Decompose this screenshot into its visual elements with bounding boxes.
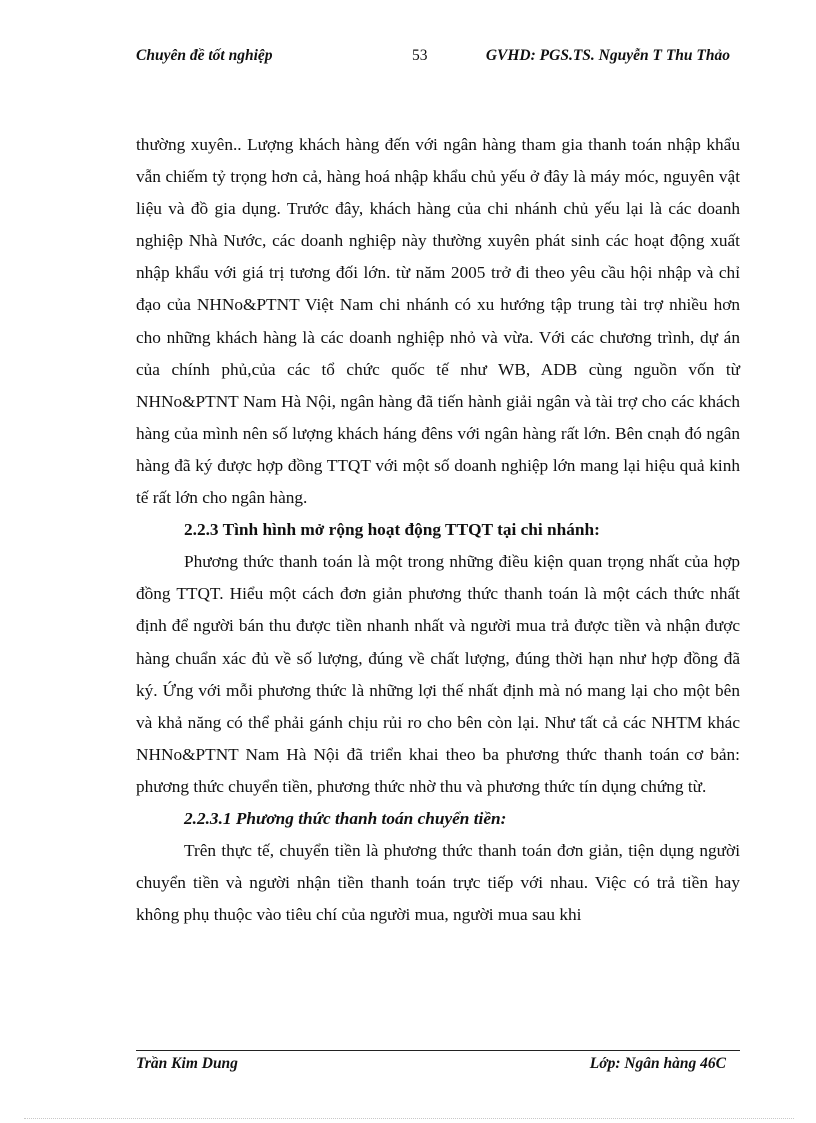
footer-divider [136,1050,740,1051]
page-header [136,47,740,71]
paragraph: thường xuyên.. Lượng khách hàng đến với ngân hàng tham gia thanh toán nhập khẩu vẫn chiếm tỷ trọng hơn cả, hàng hoá nhập khẩu chủ yếu ở đây là máy móc, nguyên vật liệu và đồ gia dụng. Trước đây, khách hàng của chi nhánh chủ yếu lại là các doanh nghiệp Nhà Nước, các doanh nghiệp này thường xuyên phát sinh các hoạt động xuất nhập khẩu với giá trị tương đối lớn. từ năm 2005 trở đi theo yêu cầu hội nhập và chỉ đạo của NHNo&PTNT Việt Nam chi nhánh có xu hướng tập trung tài trợ nhiều hơn cho những khách hàng là các doanh nghiệp nhỏ và vừa. Với các chương trình, dự án của chính phủ,của các tổ chức quốc tế như WB, ADB cùng nguồn vốn từ NHNo&PTNT Nam Hà Nội, ngân hàng đã tiến hành giải ngân và tài trợ cho các khách hàng của mình nên số lượng khách háng đêns với ngân hàng rất lớn. Bên cnạh đó ngân hàng đã ký được hợp đồng TTQT với một số doanh nghiệp lớn mang lại hiệu quả kinh tế rất lớn cho ngân hàng. [136,135,740,508]
paragraph: Trên thực tế, chuyển tiền là phương thức thanh toán đơn giản, tiện dụng người chuyển tiền và người nhận tiền thanh toán trực tiếp với nhau. Việc có trả tiền hay không phụ thuộc vào tiêu chí của người mua, người mua sau khi [136,841,740,925]
document-body [136,129,740,931]
document-title: Chuyên đề tốt nghiệp [136,47,273,64]
subsection-heading: 2.2.3.1 Phương thức thanh toán chuyển tiền: [184,808,507,828]
paragraph: Phương thức thanh toán là một trong những điều kiện quan trọng nhất của hợp đồng TTQT. Hiểu một cách đơn giản phương thức thanh toán là một cách thức nhất định để người bán thu được tiền nhanh nhất và người mua trả được tiền và nhận được hàng chuẩn xác đủ về số lượng, đúng về chất lượng, đúng thời hạn như hợp đồng đã ký. Ứng với mỗi phương thức là những lợi thế nhất định mà nó mang lại cho một bên và khả năng có thể phải gánh chịu rủi ro cho bên còn lại. Như tất cả các NHTM khác NHNo&PTNT Nam Hà Nội đã triển khai theo ba phương thức thanh toán cơ bản: phương thức chuyển tiền, phương thức nhờ thu và phương thức tín dụng chứng từ. [136,552,740,796]
section-heading: 2.2.3 Tình hình mở rộng hoạt động TTQT tại chi nhánh: [184,520,600,540]
page-number: 53 [412,47,428,64]
class-label: Lớp: Ngân hàng 46C [589,1055,726,1072]
page-edge-divider [24,1118,794,1119]
author-name: Trần Kim Dung [136,1055,238,1072]
page-footer [136,1055,740,1079]
supervisor-label: GVHD: PGS.TS. Nguyễn T Thu Thảo [485,47,730,64]
